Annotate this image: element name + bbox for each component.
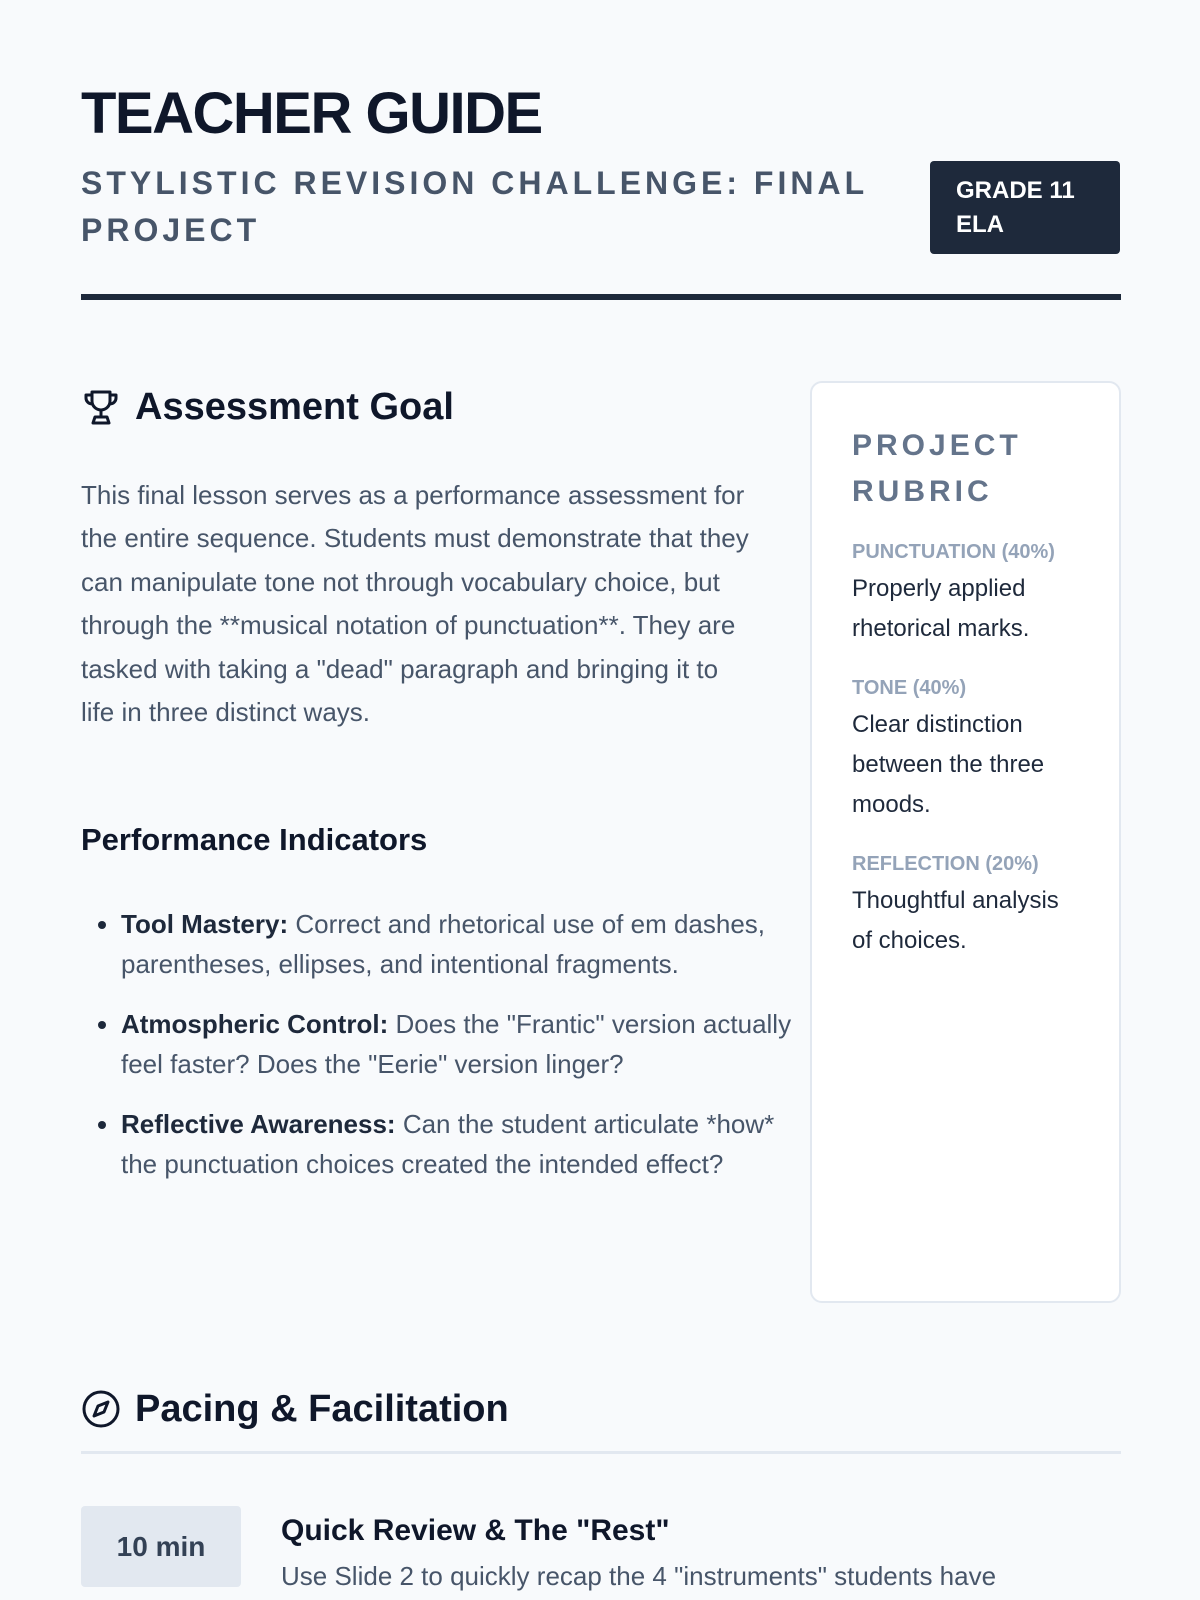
- compass-icon: [81, 1389, 121, 1429]
- pacing-heading: [81, 1386, 509, 1432]
- rubric-desc: Thoughtful analysis of choices.: [852, 887, 1059, 954]
- teacher-guide-page: [81, 0, 1121, 1600]
- indicator-text: Can the student articulate *how* the punctuation choices created the intended effect?: [121, 1109, 775, 1179]
- trophy-icon: [81, 387, 121, 427]
- header-divider: [81, 294, 1121, 300]
- pacing-divider: [81, 1451, 1121, 1454]
- pacing-step-title: Quick Review & The "Rest": [281, 1514, 670, 1547]
- time-badge: 10 min: [81, 1506, 241, 1587]
- rubric-label: REFLECTION (20%): [852, 853, 1039, 875]
- list-item: [121, 1104, 801, 1184]
- project-rubric-card: [810, 381, 1121, 1303]
- rubric-label: TONE (40%): [852, 677, 967, 699]
- page-subtitle: STYLISTIC REVISION CHALLENGE: FINAL PROJECT: [81, 165, 868, 248]
- assessment-intro-text: This final lesson serves as a performance assessment for the entire sequence. Students must demonstrate that they can manipulate tone not through vocabulary choice, but through the **musical notation of punctuation**. They are tasked with taking a "dead" paragraph and bringing it to life in three distinct ways.: [81, 480, 749, 728]
- rubric-item-reflection: [852, 851, 1079, 961]
- pacing-step-desc: Use Slide 2 to quickly recap the 4 "instruments" students have: [281, 1561, 997, 1591]
- rubric-desc: Clear distinction between the three moods.: [852, 711, 1045, 818]
- assessment-goal-heading: [81, 384, 454, 430]
- assessment-goal-heading-text: Assessment Goal: [135, 386, 454, 428]
- rubric-item-tone: [852, 675, 1079, 825]
- indicator-text: Correct and rhetorical use of em dashes, parentheses, ellipses, and intentional fragments.: [121, 909, 766, 979]
- pacing-heading-text: Pacing & Facilitation: [135, 1388, 509, 1430]
- rubric-item-punctuation: [852, 539, 1079, 649]
- indicator-term: Reflective Awareness:: [121, 1109, 396, 1139]
- page-title: TEACHER GUIDE: [81, 81, 542, 146]
- list-item: [121, 904, 801, 984]
- performance-indicators-list: [81, 904, 801, 1204]
- rubric-label: PUNCTUATION (40%): [852, 541, 1055, 563]
- indicator-text: Does the "Frantic" version actually feel faster? Does the "Eerie" version linger?: [121, 1009, 792, 1079]
- indicator-term: Atmospheric Control:: [121, 1009, 389, 1039]
- list-item: [121, 1004, 801, 1084]
- rubric-title: PROJECT RUBRIC: [852, 429, 1022, 508]
- grade-badge: GRADE 11 ELA: [930, 161, 1120, 254]
- rubric-desc: Properly applied rhetorical marks.: [852, 575, 1030, 642]
- indicator-term: Tool Mastery:: [121, 909, 289, 939]
- performance-indicators-heading: Performance Indicators: [81, 822, 428, 857]
